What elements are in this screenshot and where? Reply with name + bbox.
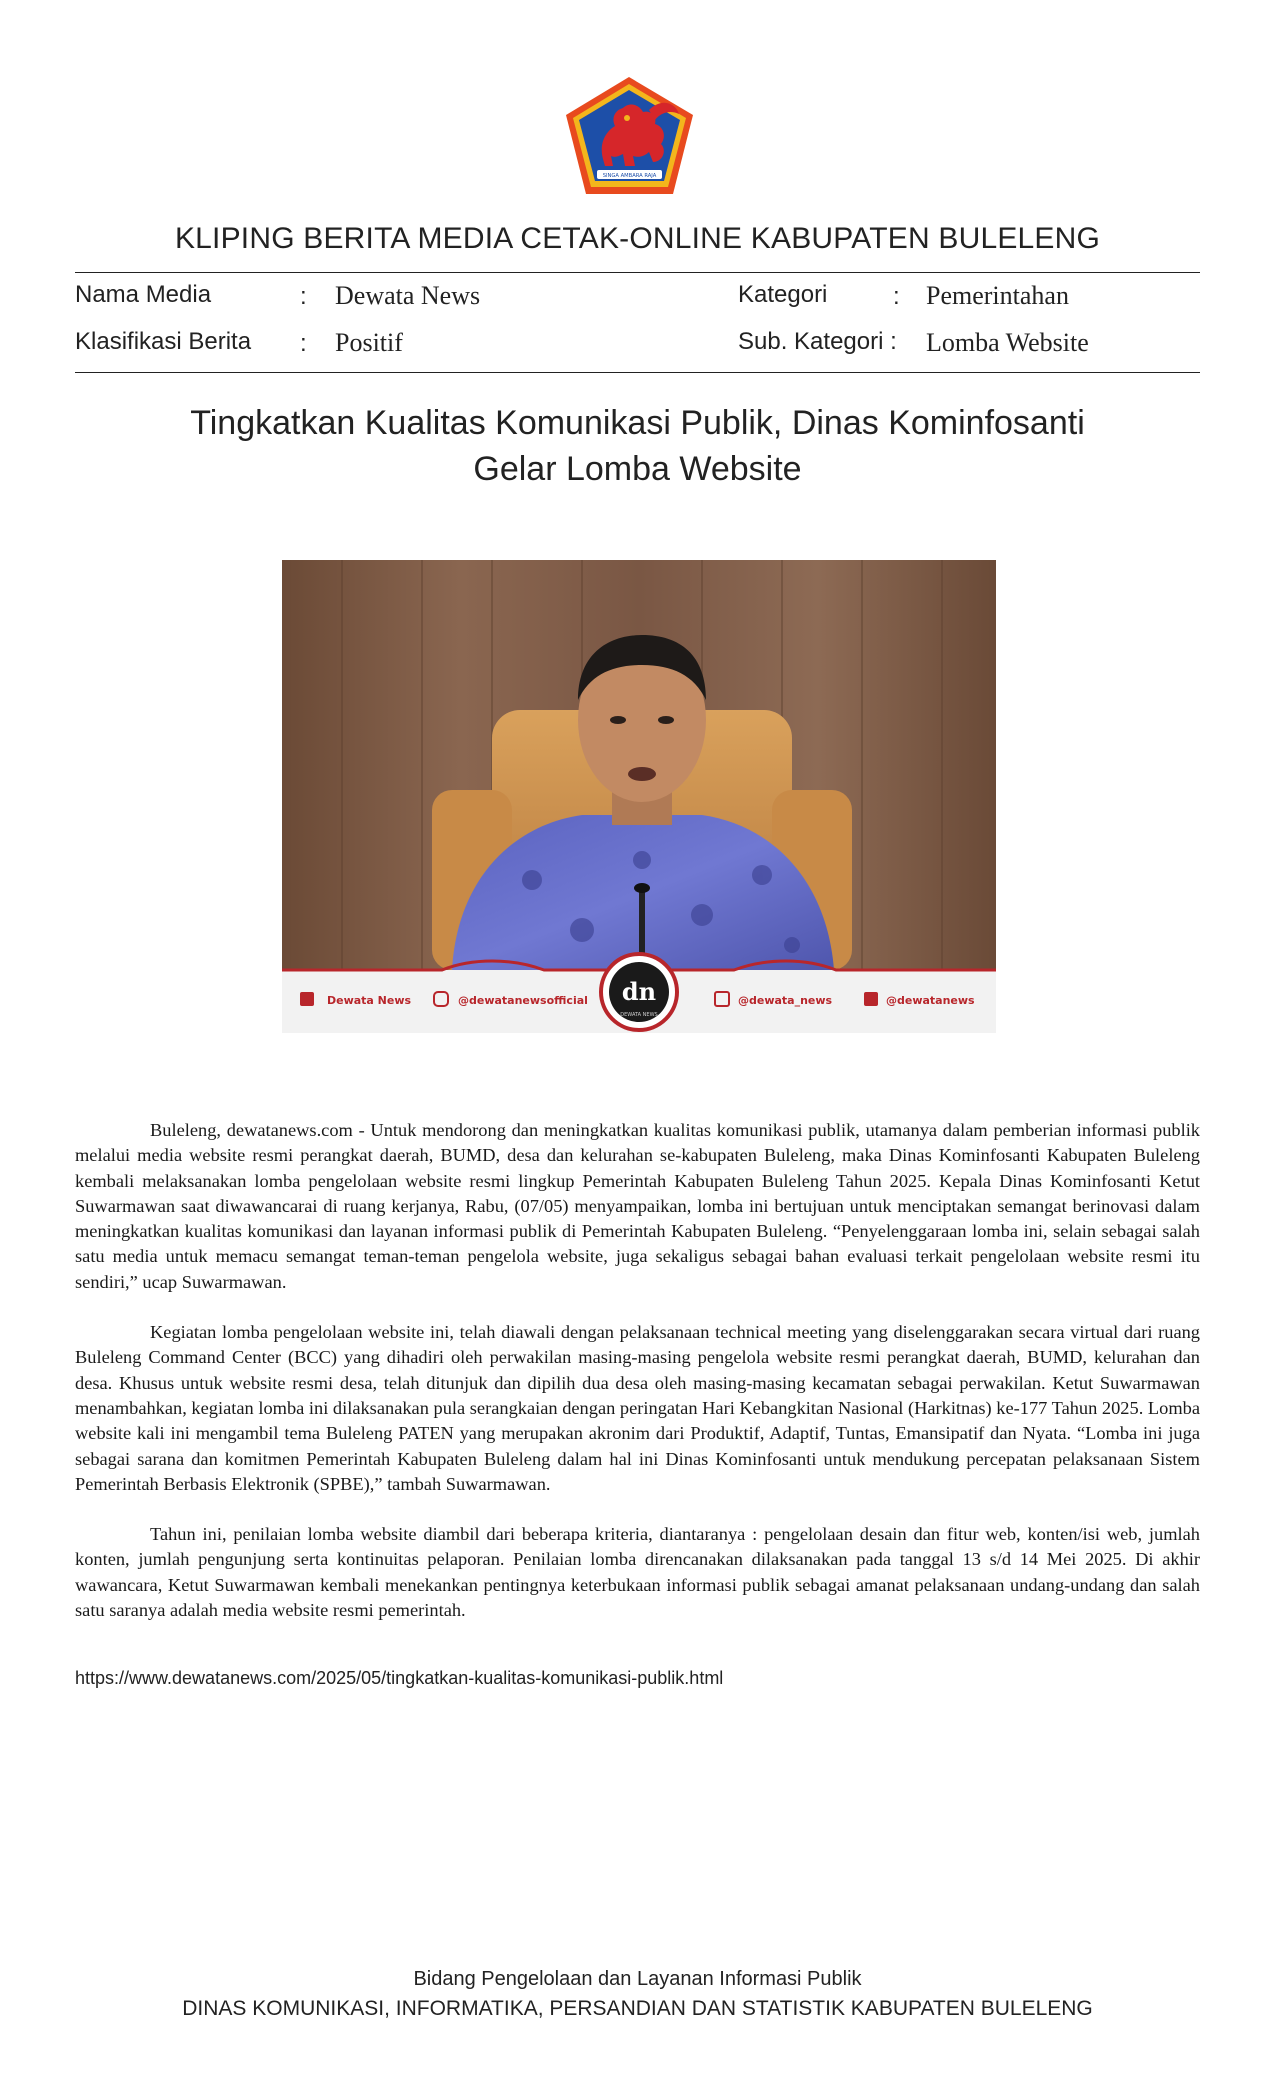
banner-logo-caption: DEWATA NEWS	[620, 1012, 658, 1018]
regency-emblem	[563, 74, 696, 198]
document-title: KLIPING BERITA MEDIA CETAK-ONLINE KABUPATEN BULELENG	[174, 222, 1101, 255]
banner-facebook: Dewata News	[327, 994, 412, 1007]
article-paragraph-3: Tahun ini, penilaian lomba website diambil dari beberapa kriteria, diantaranya : pengelolaan desain dan fitur web, konten/isi web, jumlah konten, jumlah pengunjung serta kontinuitas pelaporan. Penilaian lomba direncanakan dilaksanakan pada tanggal 13 s/d 14 Mei 2025. Di akhir wawancara, Ketut Suwarmawan kembali menekankan pentingnya keterbukaan informasi publik sebagai amanat pelaksanaan undang-undang dan salah satu saranya adalah media website resmi pemerintah.	[75, 1524, 1200, 1621]
article-headline	[120, 400, 1155, 492]
footer-division: Bidang Pengelolaan dan Layanan Informasi Publik	[413, 1968, 862, 1990]
banner-twitter: @dewata_news	[738, 994, 833, 1007]
article-paragraph-2: Kegiatan lomba pengelolaan website ini, telah diawali dengan pelaksanaan technical meeting yang diselenggarakan secara virtual dari ruang Buleleng Command Center (BCC) yang dihadiri oleh perwakilan masing-masing pengelola website resmi perangkat daerah, BUMD, kelurahan dan desa. Khusus untuk website resmi desa, telah ditunjuk dan dipilih dua desa oleh masing-masing kecamatan sebagai perwakilan. Ketut Suwarmawan menambahkan, kegiatan lomba ini dilaksanakan pula serangkaian dengan peringatan Hari Kebangkitan Nasional (Harkitnas) ke-177 Tahun 2025. Lomba website kali ini mengambil tema Buleleng PATEN yang merupakan akronim dari Produktif, Adaptif, Tuntas, Emansipatif dan Nyata. “Lomba ini juga sebagai sarana dan komitmen Pemerintah Kabupaten Buleleng dalam hal ini Dinas Kominfosanti untuk mendukung percepatan pelaksanaan Sistem Pemerintah Berbasis Elektronik (SPBE),” tambah Suwarmawan.	[75, 1322, 1200, 1494]
header-divider-top	[75, 272, 1200, 273]
classification-value: Positif	[335, 328, 403, 357]
source-url-link[interactable]: https://www.dewatanews.com/2025/05/tingkatkan-kualitas-komunikasi-publik.html	[75, 1668, 724, 1688]
banner-instagram: @dewatanewsofficial	[458, 994, 588, 1007]
banner-logo: dn	[621, 977, 657, 1006]
footer-agency: DINAS KOMUNIKASI, INFORMATIKA, PERSANDIAN DAN STATISTIK KABUPATEN BULELENG	[182, 1997, 1093, 2020]
media-name-value: Dewata News	[335, 281, 481, 310]
article-paragraph-1: Buleleng, dewatanews.com - Untuk mendorong dan meningkatkan kualitas komunikasi publik, utamanya dalam pemberian informasi publik melalui media website resmi perangkat daerah, BUMD, desa dan kelurahan se-kabupaten Buleleng, maka Dinas Kominfosanti Kabupaten Buleleng kembali melaksanakan lomba pengelolaan website resmi lingkup Pemerintah Kabupaten Buleleng Tahun 2025. Kepala Dinas Kominfosanti Ketut Suwarmawan saat diwawancarai di ruang kerjanya, Rabu, (07/05) menyampaikan, lomba ini bertujuan untuk menciptakan semangat berinovasi dalam meningkatkan kualitas komunikasi dan layanan informasi publik di Pemerintah Kabupaten Buleleng. “Penyelenggaraan lomba ini, selain sebagai salah satu media untuk memacu semangat teman-teman pengelola website, juga sekaligus sebagai bahan evaluasi terkait pengelolaan website resmi itu sendiri,” ucap Suwarmawan.	[75, 1120, 1200, 1292]
banner-tiktok: @dewatanews	[886, 994, 975, 1007]
category-label: Kategori	[738, 281, 828, 308]
subcategory-label: Sub. Kategori :	[738, 328, 897, 355]
category-value: Pemerintahan	[926, 281, 1069, 310]
classification-label: Klasifikasi Berita	[75, 328, 252, 355]
subcategory-value: Lomba Website	[926, 328, 1089, 357]
headline-line-2: Gelar Lomba Website	[473, 450, 802, 488]
emblem-graphic	[563, 74, 696, 198]
category-colon: :	[893, 283, 900, 310]
photo-graphic	[282, 560, 996, 1033]
headline-line-1: Tingkatkan Kualitas Komunikasi Publik, Dinas Kominfosanti	[190, 404, 1085, 442]
article-body	[75, 1118, 1200, 1648]
emblem-motto: SINGA AMBARA RAJA	[602, 173, 657, 179]
header-divider-bottom	[75, 372, 1200, 373]
article-photo	[282, 560, 996, 1033]
page-footer	[0, 1964, 1275, 2024]
classification-colon: :	[300, 330, 307, 357]
media-name-colon: :	[300, 283, 307, 310]
media-name-label: Nama Media	[75, 281, 212, 308]
